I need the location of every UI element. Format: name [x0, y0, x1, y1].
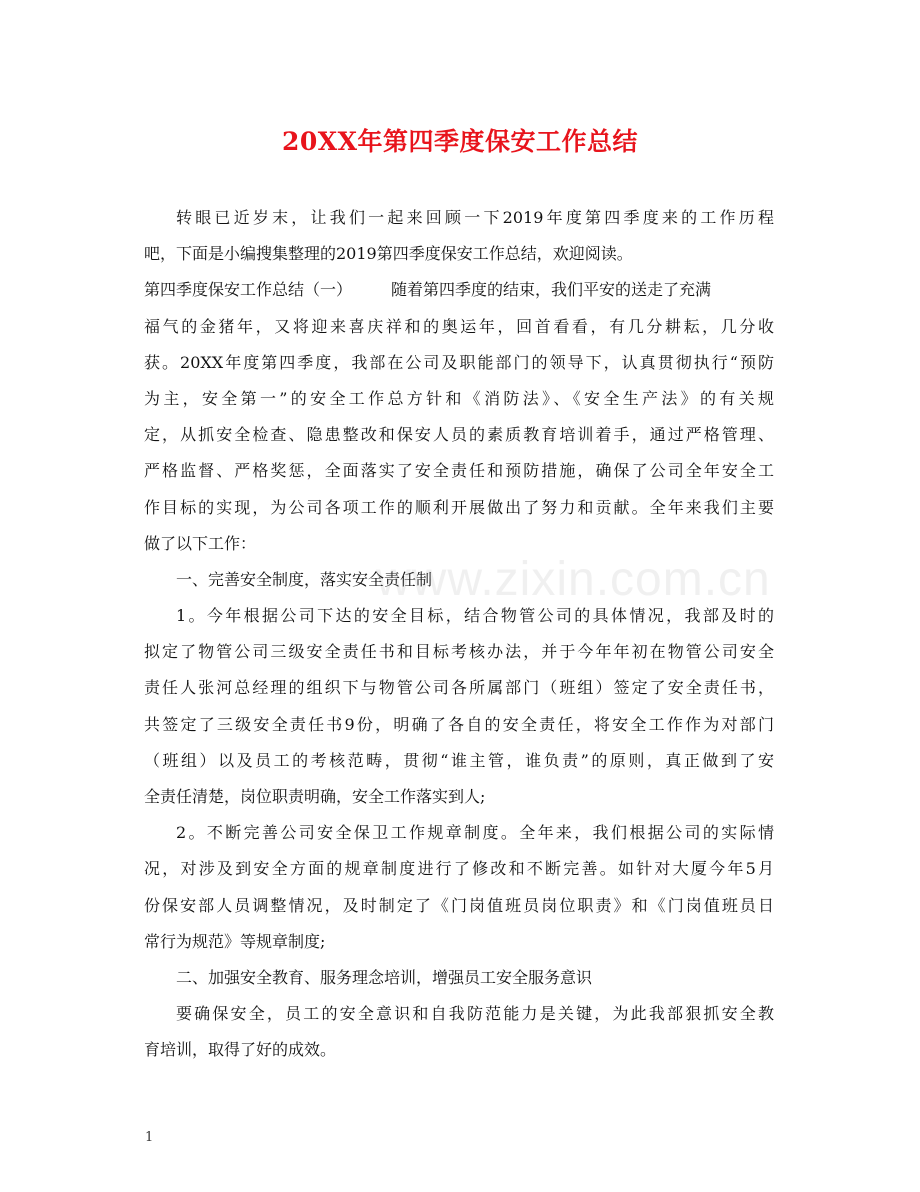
paragraph-line: 获。20XX年度第四季度，我部在公司及职能部门的领导下，认真贯彻执行“预防: [144, 352, 774, 372]
paragraph-line: 育培训，取得了好的成效。: [144, 1040, 337, 1060]
paragraph-line: 2。不断完善公司安全保卫工作规章制度。全年来，我们根据公司的实际情: [176, 823, 774, 843]
section-heading: 一、完善安全制度，落实安全责任制: [176, 569, 433, 589]
paragraph-line: 全责任清楚，岗位职责明确，安全工作落实到人;: [144, 787, 486, 806]
document-body: [144, 200, 774, 1069]
paragraph-line: 严格监督、严格奖惩，全面落实了安全责任和预防措施，确保了公司全年安全工: [144, 461, 774, 481]
section-label: 第四季度保安工作总结（一）: [144, 280, 353, 300]
paragraph-line: 份保安部人员调整情况，及时制定了《门岗值班员岗位职责》和《门岗值班员日: [144, 895, 774, 915]
document-title: 20XX年第四季度保安工作总结: [281, 127, 639, 156]
paragraph-line: 福气的金猪年，又将迎来喜庆祥和的奥运年，回首看看，有几分耕耘，几分收: [144, 316, 774, 336]
paragraph-line: 常行为规范》等规章制度;: [144, 931, 326, 951]
paragraph-line: 定，从抓安全检查、隐患整改和保安人员的素质教育培训着手，通过严格管理、: [144, 425, 774, 445]
paragraph-line: 作目标的实现，为公司各项工作的顺利开展做出了努力和贡献。全年来我们主要: [144, 497, 774, 517]
paragraph-line: 1。今年根据公司下达的安全目标，结合物管公司的具体情况，我部及时的: [176, 606, 774, 626]
paragraph-line: 为主，安全第一”的安全工作总方针和《消防法》、《安全生产法》的有关规: [144, 388, 774, 408]
paragraph-line: 要确保安全，员工的安全意识和自我防范能力是关键，为此我部狠抓安全教: [176, 1004, 774, 1024]
paragraph-line: 做了以下工作：: [144, 533, 257, 553]
paragraph-line: 吧，下面是小编搜集整理的2019第四季度保安工作总结，欢迎阅读。: [144, 244, 633, 264]
paragraph-line: 责任人张河总经理的组织下与物管公司各所属部门（班组）签定了安全责任书，: [144, 678, 774, 698]
watermark-text: www.zixin.com.cn: [376, 553, 771, 606]
paragraph-line: 拟定了物管公司三级安全责任书和目标考核办法，并于今年年初在物管公司安全: [144, 642, 774, 662]
paragraph-line: 共签定了三级安全责任书9份，明确了各自的安全责任，将安全工作作为对部门: [144, 714, 774, 734]
paragraph-line: 况，对涉及到安全方面的规章制度进行了修改和不断完善。如针对大厦今年5月: [144, 859, 774, 879]
section-heading: 二、加强安全教育、服务理念培训，增强员工安全服务意识: [176, 967, 593, 987]
page-number: 1: [145, 1130, 154, 1145]
paragraph-line: 转眼已近岁末，让我们一起来回顾一下2019年度第四季度来的工作历程: [176, 208, 774, 227]
paragraph-line: （班组）以及员工的考核范畴，贯彻“谁主管，谁负责”的原则，真正做到了安: [144, 750, 774, 770]
section-heading-line: [144, 272, 774, 308]
section-first-line: 随着第四季度的结束，我们平安的送走了充满: [391, 280, 712, 300]
